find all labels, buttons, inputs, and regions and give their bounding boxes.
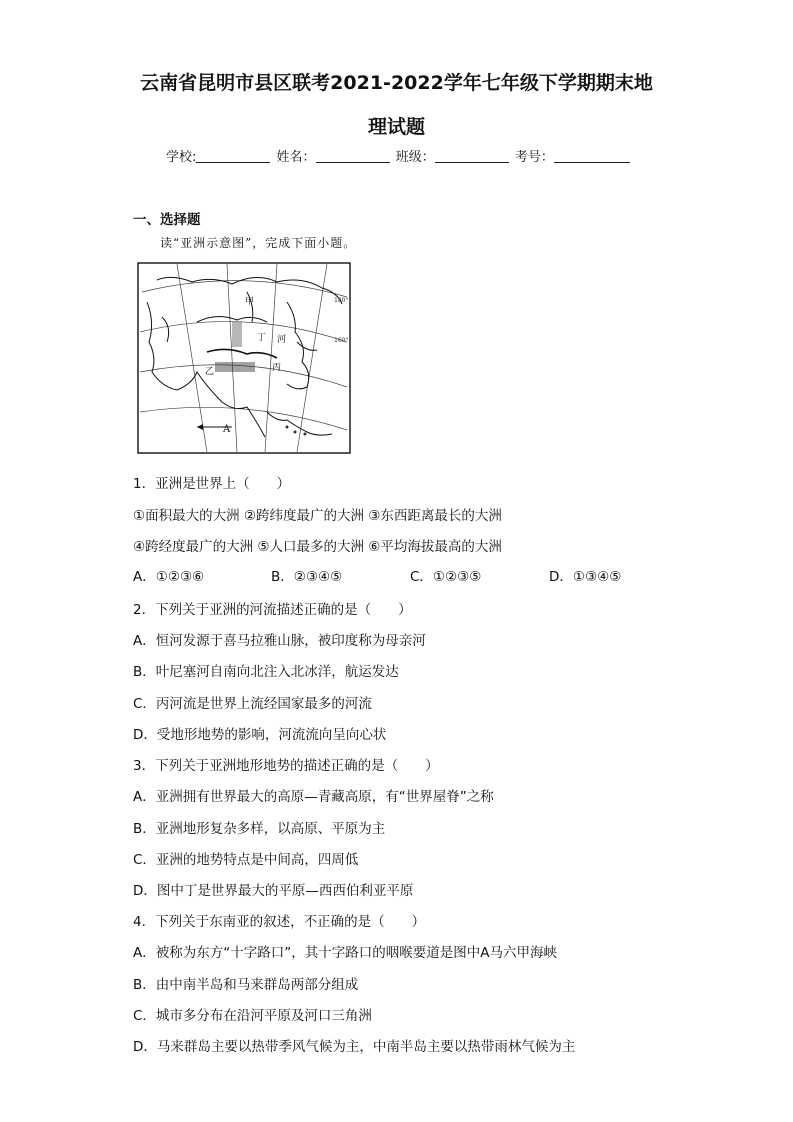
q3-option-a[interactable]: A．亚洲拥有世界最大的高原—青藏高原，有“世界屋脊”之称 <box>133 789 494 805</box>
q1-option-d[interactable]: D．①③④⑤ <box>549 569 622 585</box>
class-field[interactable] <box>435 150 509 163</box>
q1-option-a[interactable]: A．①②③⑥ <box>133 569 205 585</box>
q2-option-d[interactable]: D．受地形地势的影响，河流流向呈向心状 <box>133 727 387 743</box>
school-label: 学校: <box>166 150 197 165</box>
class-label: 班级： <box>395 150 435 165</box>
q4-option-b[interactable]: B．由中南半岛和马来群岛两部分组成 <box>133 977 359 993</box>
q2-stem: 2．下列关于亚洲的河流描述正确的是（ ） <box>133 602 412 618</box>
name-field[interactable] <box>316 150 390 163</box>
number-label: 考号： <box>514 150 554 165</box>
map-label-yi: 乙 <box>205 367 215 377</box>
map-lon-180: 180° <box>334 297 349 304</box>
exam-title-line-1: 云南省昆明市县区联考2021-2022学年七年级下学期期末地 <box>140 72 653 94</box>
q4-option-c[interactable]: C．城市多分布在沿河平原及河口三角洲 <box>133 1008 372 1024</box>
map-label-a: A <box>223 424 231 435</box>
map-label-jia: 甲 <box>245 297 255 307</box>
q4-option-d[interactable]: D．马来群岛主要以热带季风气候为主，中南半岛主要以热带雨林气候为主 <box>133 1039 576 1055</box>
student-info-row <box>166 146 632 165</box>
exam-title-line-2: 理试题 <box>367 116 425 138</box>
q1-stem: 1．亚洲是世界上（ ） <box>133 476 291 492</box>
q2-option-b[interactable]: B．叶尼塞河自南向北注入北冰洋，航运发达 <box>133 664 399 680</box>
q1-items-b: ④跨经度最广的大洲 ⑤人口最多的大洲 ⑥平均海拔最高的大洲 <box>133 539 502 555</box>
q1-option-b[interactable]: B．②③④⑤ <box>271 569 343 585</box>
q3-option-d[interactable]: D．图中丁是世界最大的平原—西西伯利亚平原 <box>133 883 414 899</box>
reading-instruction: 读“亚洲示意图”，完成下面小题。 <box>160 236 357 250</box>
q2-option-c[interactable]: C．丙河流是世界上流经国家最多的河流 <box>133 696 372 712</box>
number-field[interactable] <box>554 150 630 163</box>
map-lon-160: 160° <box>334 337 349 344</box>
q1-items-a: ①面积最大的大洲 ②跨纬度最广的大洲 ③东西距离最长的大洲 <box>133 508 502 524</box>
q4-stem: 4．下列关于东南亚的叙述，不正确的是（ ） <box>133 914 426 930</box>
name-label: 姓名： <box>276 150 316 165</box>
section-heading: 一、选择题 <box>133 212 201 228</box>
q2-option-a[interactable]: A．恒河发源于喜马拉雅山脉，被印度称为母亲河 <box>133 633 426 649</box>
map-label-bing: 丙 <box>272 363 282 373</box>
asia-map-figure <box>137 262 351 454</box>
q3-option-c[interactable]: C．亚洲的地势特点是中间高，四周低 <box>133 852 359 868</box>
q4-option-a[interactable]: A．被称为东方“十字路口”，其十字路口的咽喉要道是图中A马六甲海峡 <box>133 945 557 961</box>
map-label-ding: 丁 <box>257 333 267 343</box>
school-field[interactable] <box>196 150 270 163</box>
q3-stem: 3．下列关于亚洲地形地势的描述正确的是（ ） <box>133 758 439 774</box>
q3-option-b[interactable]: B．亚洲地形复杂多样，以高原、平原为主 <box>133 821 386 837</box>
map-label-he: 河 <box>277 335 287 345</box>
q1-option-c[interactable]: C．①②③⑤ <box>410 569 482 585</box>
